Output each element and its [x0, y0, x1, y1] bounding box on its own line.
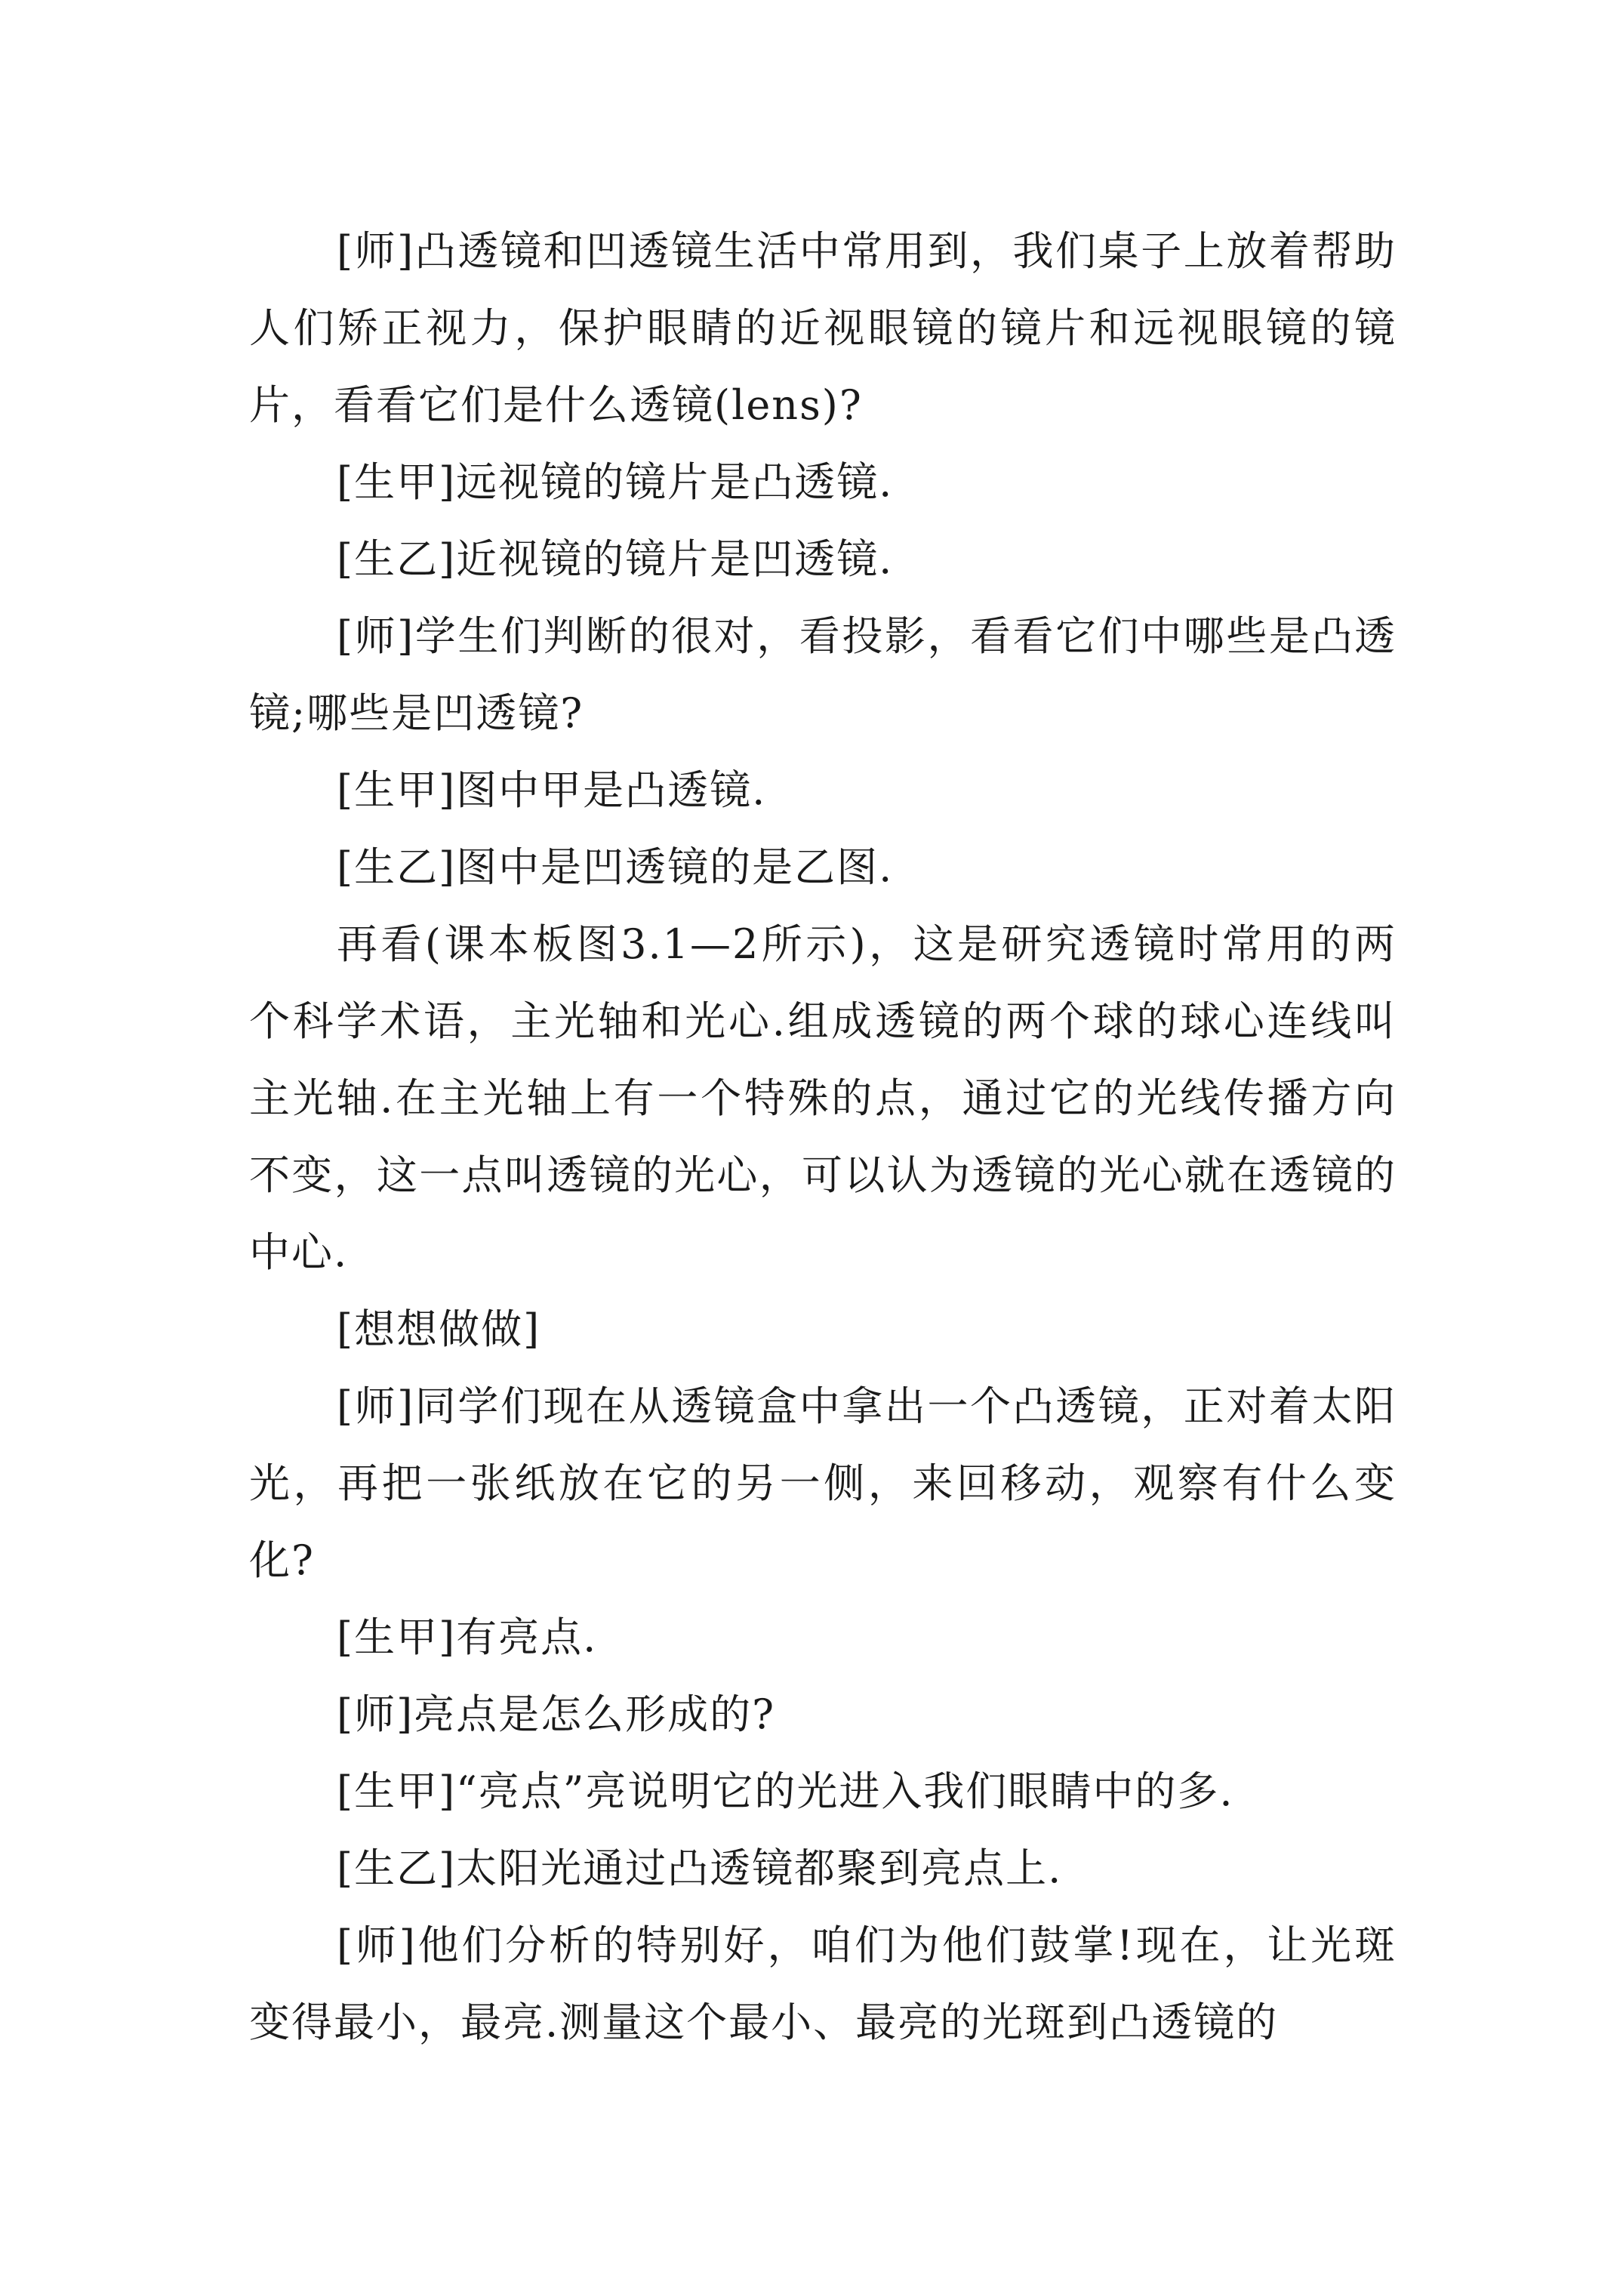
- paragraph-6: [生乙]图中是凹透镜的是乙图.: [337, 843, 894, 891]
- paragraph-13: [生乙]太阳光通过凸透镜都聚到亮点上.: [337, 1845, 1063, 1892]
- paragraph-5: [生甲]图中甲是凸透镜.: [337, 766, 767, 814]
- paragraph-11: [师]亮点是怎么形成的?: [337, 1690, 776, 1738]
- paragraph-2: [生甲]远视镜的镜片是凸透镜.: [337, 458, 894, 506]
- paragraph-3: [生乙]近视镜的镜片是凹透镜.: [337, 535, 894, 583]
- paragraph-9: [师]同学们现在从透镜盒中拿出一个凸透镜，正对着太阳光，再把一张纸放在它的另一侧，来回移动，观察有什么变化?: [249, 1382, 1397, 1584]
- body-text: [249, 213, 1397, 2061]
- paragraph-8: [想想做做]: [337, 1305, 541, 1353]
- paragraph-7: 再看(课本板图3.1—2所示)，这是研究透镜时常用的两个科学术语，主光轴和光心.组成透镜的两个球的球心连线叫主光轴.在主光轴上有一个特殊的点，通过它的光线传播方向不变，这一点叫透镜的光心，可以认为透镜的光心就在透镜的中心.: [249, 920, 1397, 1276]
- paragraph-14: [师]他们分析的特别好，咱们为他们鼓掌!现在，让光斑变得最小，最亮.测量这个最小、最亮的光斑到凸透镜的: [249, 1922, 1397, 2046]
- paragraph-12: [生甲]“亮点”亮说明它的光进入我们眼睛中的多.: [337, 1767, 1234, 1815]
- paragraph-10: [生甲]有亮点.: [337, 1613, 598, 1661]
- paragraph-1: [师]凸透镜和凹透镜生活中常用到，我们桌子上放着帮助人们矫正视力，保护眼睛的近视眼镜的镜片和远视眼镜的镜片，看看它们是什么透镜(lens)?: [249, 227, 1397, 429]
- paragraph-4: [师]学生们判断的很对，看投影，看看它们中哪些是凸透镜;哪些是凹透镜?: [249, 612, 1397, 737]
